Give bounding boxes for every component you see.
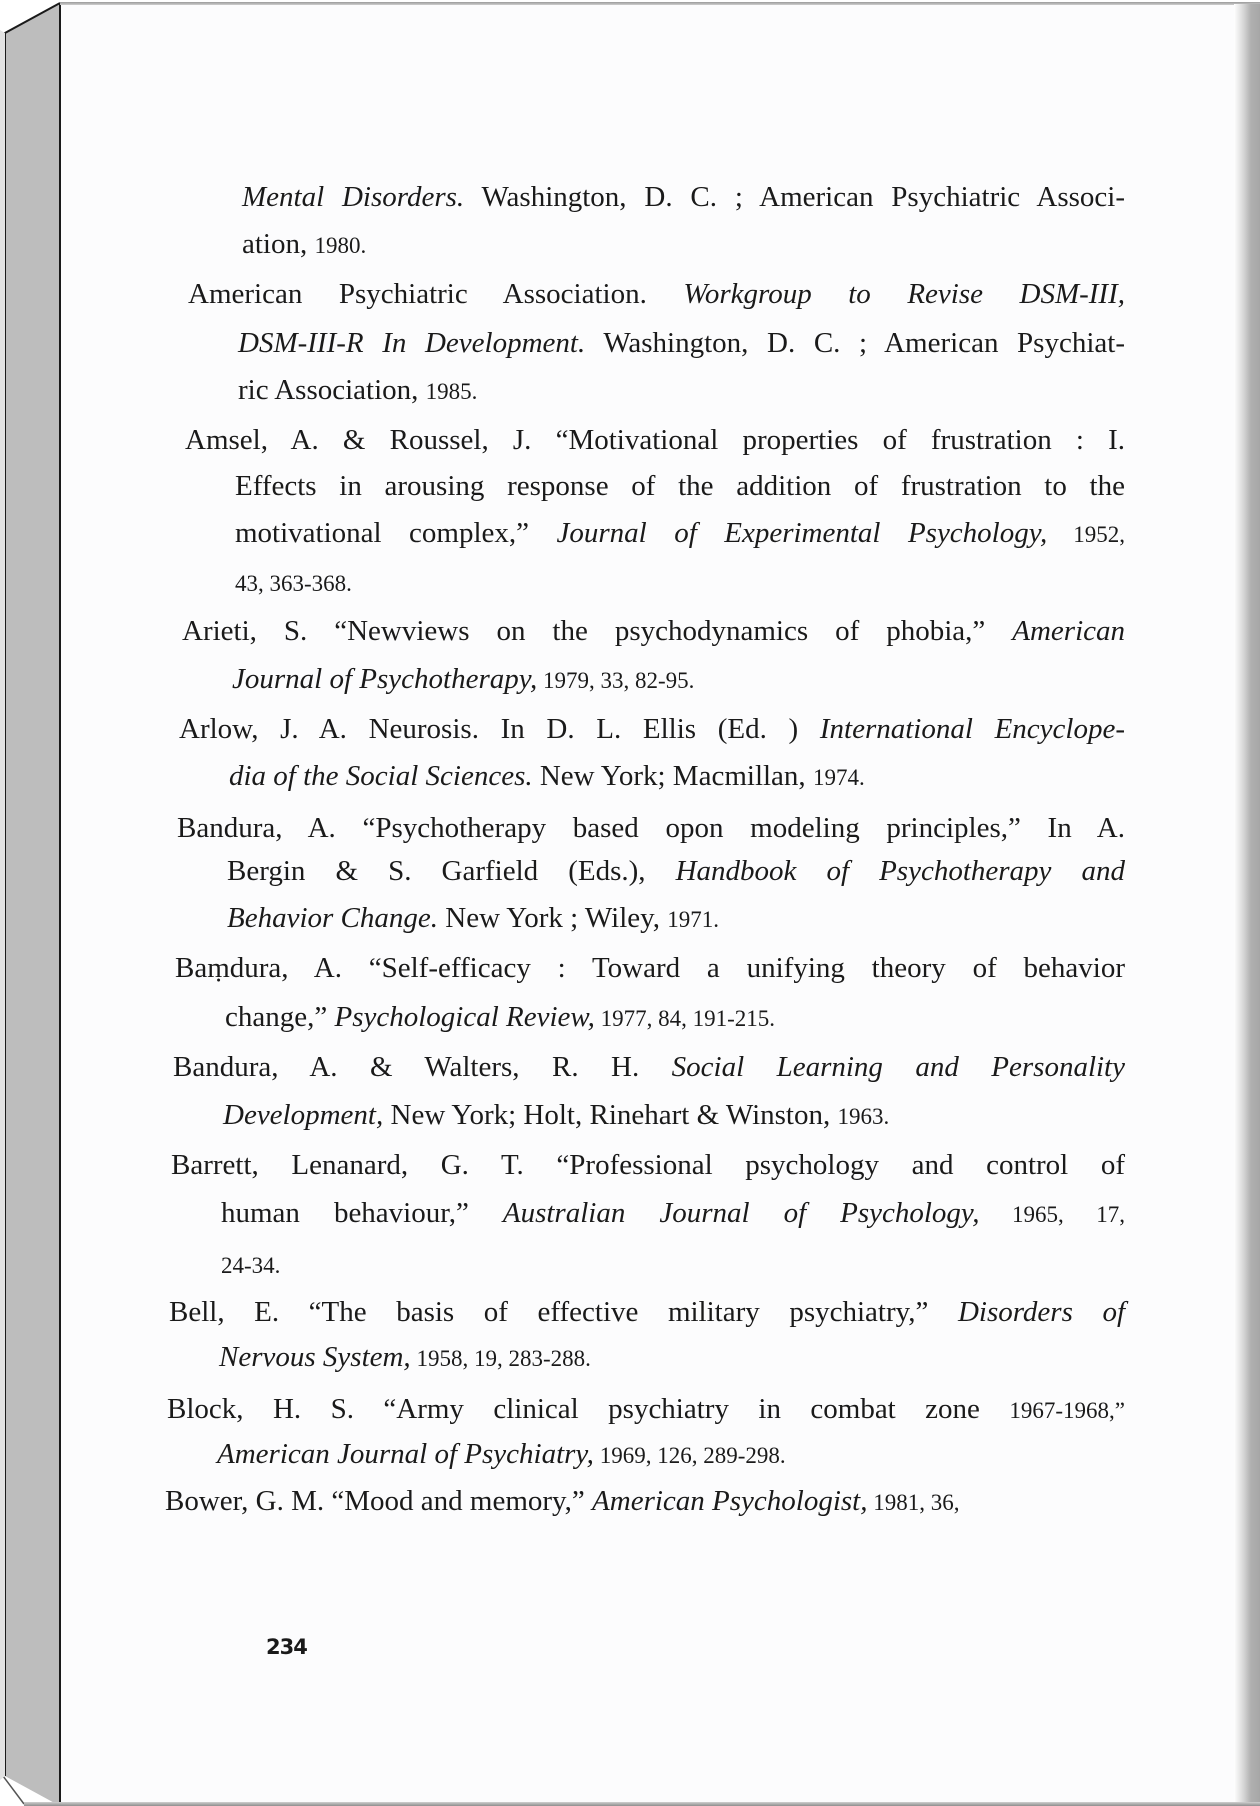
reference-line xyxy=(177,811,1125,845)
reference-text: 1985. xyxy=(425,379,478,404)
reference-line xyxy=(185,423,1125,457)
reference-text: ric Association, xyxy=(238,374,426,406)
reference-title-text: dia of the Social Sciences. xyxy=(229,760,533,792)
reference-line xyxy=(223,1098,889,1134)
reference-text: human behaviour,” xyxy=(221,1197,503,1229)
reference-title-text: Journal of Experimental Psychology, xyxy=(556,517,1048,549)
reference-text: 1958, 19, 283-288. xyxy=(410,1346,591,1371)
reference-line xyxy=(242,227,366,263)
reference-title-text: International Encyclope- xyxy=(819,713,1125,745)
reference-line xyxy=(242,180,1125,214)
reference-text: American Psychiatric Association. xyxy=(188,278,684,310)
reference-text: Bell, E. “The basis of effective military psychiatry,” xyxy=(169,1296,958,1328)
reference-text: Bower, G. M. “Mood and memory,” xyxy=(165,1485,593,1517)
reference-title-text: Nervous System, xyxy=(219,1341,411,1373)
reference-line xyxy=(227,901,719,937)
reference-title-text: Australian Journal of Psychology, xyxy=(502,1197,980,1229)
reference-line xyxy=(225,1000,775,1036)
reference-title-text: American xyxy=(1012,615,1125,647)
reference-text: New York; Macmillan, xyxy=(532,760,813,792)
reference-title-text: Development, xyxy=(223,1099,384,1131)
reference-line xyxy=(227,854,1125,888)
reference-text: Washington, D. C. ; American Psychiat- xyxy=(585,327,1125,359)
reference-line xyxy=(188,277,1125,311)
reference-text: Arlow, J. A. Neurosis. In D. L. Ellis (Ed. ) xyxy=(179,713,820,745)
reference-text: New York; Holt, Rinehart & Winston, xyxy=(383,1099,838,1131)
reference-line xyxy=(179,712,1125,746)
reference-line xyxy=(182,614,1125,648)
reference-line xyxy=(175,951,1125,985)
reference-title-text: Mental Disorders. xyxy=(242,181,465,213)
book-right-edge-shadow xyxy=(1234,4,1260,1802)
reference-text: 1971. xyxy=(667,907,719,932)
reference-text: 1967-1968,” xyxy=(1009,1398,1125,1423)
reference-title-text: Handbook of Psychotherapy and xyxy=(675,855,1125,887)
reference-title-text: Workgroup to Revise DSM-III, xyxy=(683,278,1125,310)
reference-line xyxy=(235,565,352,601)
reference-text: 1979, 33, 82-95. xyxy=(537,668,695,693)
reference-text: 1965, 17, xyxy=(979,1202,1125,1227)
reference-line xyxy=(165,1484,960,1520)
reference-text: 1981, 36, xyxy=(867,1490,960,1515)
reference-text: 1974. xyxy=(812,765,865,790)
reference-title-text: American Psychologist, xyxy=(592,1485,868,1517)
reference-line xyxy=(171,1148,1125,1182)
reference-title-text: Behavior Change. xyxy=(227,902,439,934)
reference-title-text: Psychological Review, xyxy=(334,1001,595,1033)
reference-line xyxy=(221,1247,280,1283)
reference-text: ation, xyxy=(242,228,315,260)
reference-line xyxy=(219,1340,591,1376)
reference-line xyxy=(229,759,865,795)
reference-line xyxy=(235,516,1125,552)
reference-line xyxy=(238,373,477,409)
reference-text: Baṃdura, A. “Self-efficacy : Toward a unifying theory of behavior xyxy=(175,952,1125,984)
reference-text: New York ; Wiley, xyxy=(438,902,668,934)
reference-line xyxy=(169,1295,1125,1329)
reference-text: Bandura, A. “Psychotherapy based opon modeling principles,” In A. xyxy=(177,812,1125,844)
reference-text: 1980. xyxy=(314,233,367,258)
reference-text: Effects in arousing response of the addition of frustration to the xyxy=(235,470,1125,502)
reference-text: 1969, 126, 289-298. xyxy=(593,1443,786,1468)
reference-title-text: American Journal of Psychiatry, xyxy=(217,1438,594,1470)
reference-line xyxy=(235,469,1125,503)
page-face xyxy=(61,5,1234,1802)
reference-line xyxy=(173,1050,1125,1084)
reference-line xyxy=(217,1437,786,1473)
reference-text: motivational complex,” xyxy=(235,517,557,549)
reference-title-text: Disorders of xyxy=(957,1296,1125,1328)
reference-text: Arieti, S. “Newviews on the psychodynamics of phobia,” xyxy=(182,615,1013,647)
reference-line xyxy=(167,1392,1125,1428)
book-spine-edge xyxy=(0,0,62,1806)
reference-text: 1952, xyxy=(1047,522,1125,547)
reference-text: Block, H. S. “Army clinical psychiatry in combat zone xyxy=(167,1393,1010,1425)
reference-text: 1977, 84, 191-215. xyxy=(594,1006,776,1031)
reference-title-text: Social Learning and Personality xyxy=(671,1051,1125,1083)
reference-title-text: DSM-III-R In Development. xyxy=(238,327,586,359)
page-number: 234 xyxy=(266,1635,307,1659)
reference-text: Barrett, Lenanard, G. T. “Professional psychology and control of xyxy=(171,1149,1125,1181)
reference-text: Washington, D. C. ; American Psychiatric Associ- xyxy=(464,181,1125,213)
reference-text: change,” xyxy=(225,1001,335,1033)
reference-text: 43, 363-368. xyxy=(235,571,352,596)
reference-text: Amsel, A. & Roussel, J. “Motivational properties of frustration : I. xyxy=(185,424,1125,456)
book-bottom-edge xyxy=(24,1802,1260,1806)
reference-line xyxy=(238,326,1125,360)
reference-text: Bandura, A. & Walters, R. H. xyxy=(173,1051,672,1083)
reference-line xyxy=(221,1196,1125,1232)
reference-text: Bergin & S. Garfield (Eds.), xyxy=(227,855,676,887)
reference-text: 24-34. xyxy=(221,1253,281,1278)
reference-list xyxy=(61,5,1234,1802)
reference-title-text: Journal of Psychotherapy, xyxy=(232,663,538,695)
reference-text: 1963. xyxy=(837,1104,890,1129)
reference-line xyxy=(232,662,694,698)
